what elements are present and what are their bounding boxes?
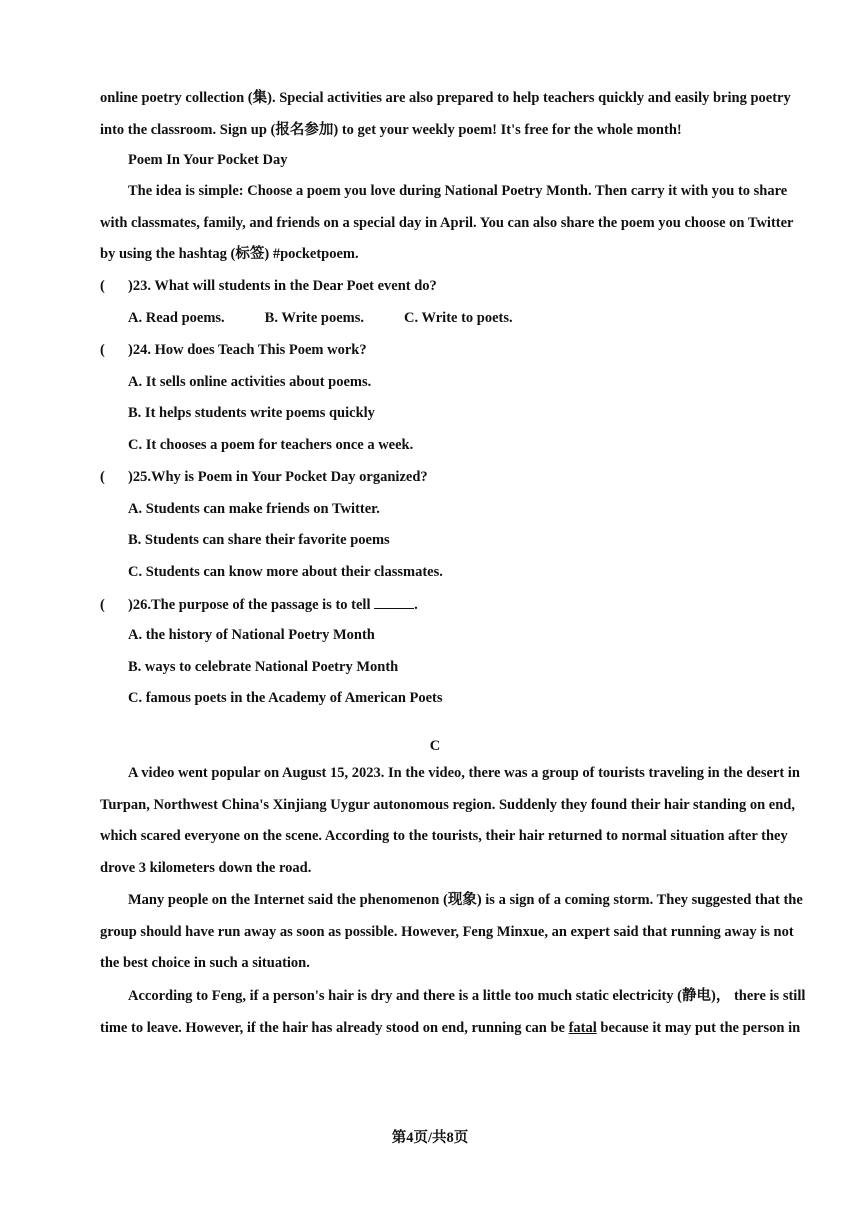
paragraph-line: which scared everyone on the scene. According to the tourists, their hair returned to normal situation after they bbox=[100, 828, 788, 844]
section-label: C bbox=[429, 738, 441, 754]
question-26 bbox=[100, 594, 418, 615]
question-25 bbox=[100, 467, 428, 487]
option-a: A. Students can make friends on Twitter. bbox=[128, 501, 380, 517]
paragraph-line: into the classroom. Sign up (报名参加) to get your weekly poem! It's free for the whole month! bbox=[100, 122, 682, 138]
paragraph-line: Turpan, Northwest China's Xinjiang Uygur autonomous region. Suddenly they found their hair standing on end, bbox=[100, 797, 795, 813]
page-footer: 第4页/共8页 bbox=[391, 1130, 469, 1146]
paragraph-line: by using the hashtag (标签) #pocketpoem. bbox=[100, 246, 359, 262]
question-stem: )23. What will students in the Dear Poet event do? bbox=[128, 278, 437, 294]
option-c: C. It chooses a poem for teachers once a week. bbox=[128, 437, 414, 453]
answer-bracket: ( bbox=[100, 597, 105, 613]
option-a: A. Read poems. bbox=[128, 310, 225, 326]
option-c: C. famous poets in the Academy of American Poets bbox=[128, 690, 443, 706]
underlined-word: fatal bbox=[568, 1020, 597, 1036]
option-b: B. It helps students write poems quickly bbox=[128, 405, 375, 421]
answer-bracket: ( bbox=[100, 469, 105, 485]
question-stem: )26.The purpose of the passage is to tell bbox=[128, 597, 371, 613]
option-b: B. Write poems. bbox=[264, 310, 365, 326]
option-b: B. ways to celebrate National Poetry Month bbox=[128, 659, 399, 675]
paragraph-line: the best choice in such a situation. bbox=[100, 955, 310, 971]
question-stem-end: . bbox=[414, 597, 418, 613]
paragraph-line: group should have run away as soon as possible. However, Feng Minxue, an expert said that running away is not bbox=[100, 924, 794, 940]
option-a: A. It sells online activities about poems. bbox=[128, 374, 372, 390]
paragraph-line: A video went popular on August 15, 2023. In the video, there was a group of tourists traveling in the desert in bbox=[128, 765, 800, 781]
option-b: B. Students can share their favorite poems bbox=[128, 532, 390, 548]
question-24 bbox=[100, 340, 367, 360]
question-stem: )24. How does Teach This Poem work? bbox=[128, 342, 367, 358]
question-23 bbox=[100, 276, 437, 296]
answer-blank bbox=[374, 594, 414, 609]
paragraph-line: online poetry collection (集). Special activities are also prepared to help teachers quickly and easily bring poetry bbox=[100, 90, 791, 106]
text-span: because it may put the person in bbox=[596, 1020, 801, 1036]
paragraph-line: According to Feng, if a person's hair is dry and there is a little too much static electricity (静电)， there is still bbox=[128, 988, 806, 1004]
answer-bracket: ( bbox=[100, 342, 105, 358]
paragraph-line: Many people on the Internet said the phenomenon (现象) is a sign of a coming storm. They suggested that the bbox=[128, 892, 803, 908]
option-a: A. the history of National Poetry Month bbox=[128, 627, 375, 643]
paragraph-line: drove 3 kilometers down the road. bbox=[100, 860, 312, 876]
section-heading: Poem In Your Pocket Day bbox=[128, 152, 288, 168]
question-23-options bbox=[128, 308, 553, 328]
text-span: time to leave. However, if the hair has already stood on end, running can be bbox=[100, 1020, 569, 1036]
paragraph-line: with classmates, family, and friends on a special day in April. You can also share the poem you choose on Twitter bbox=[100, 215, 794, 231]
paragraph-line bbox=[100, 1018, 801, 1038]
answer-bracket: ( bbox=[100, 278, 105, 294]
paragraph-line: The idea is simple: Choose a poem you love during National Poetry Month. Then carry it with you to share bbox=[128, 183, 788, 199]
option-c: C. Write to poets. bbox=[404, 310, 513, 326]
question-stem: )25.Why is Poem in Your Pocket Day organized? bbox=[128, 469, 428, 485]
option-c: C. Students can know more about their classmates. bbox=[128, 564, 443, 580]
